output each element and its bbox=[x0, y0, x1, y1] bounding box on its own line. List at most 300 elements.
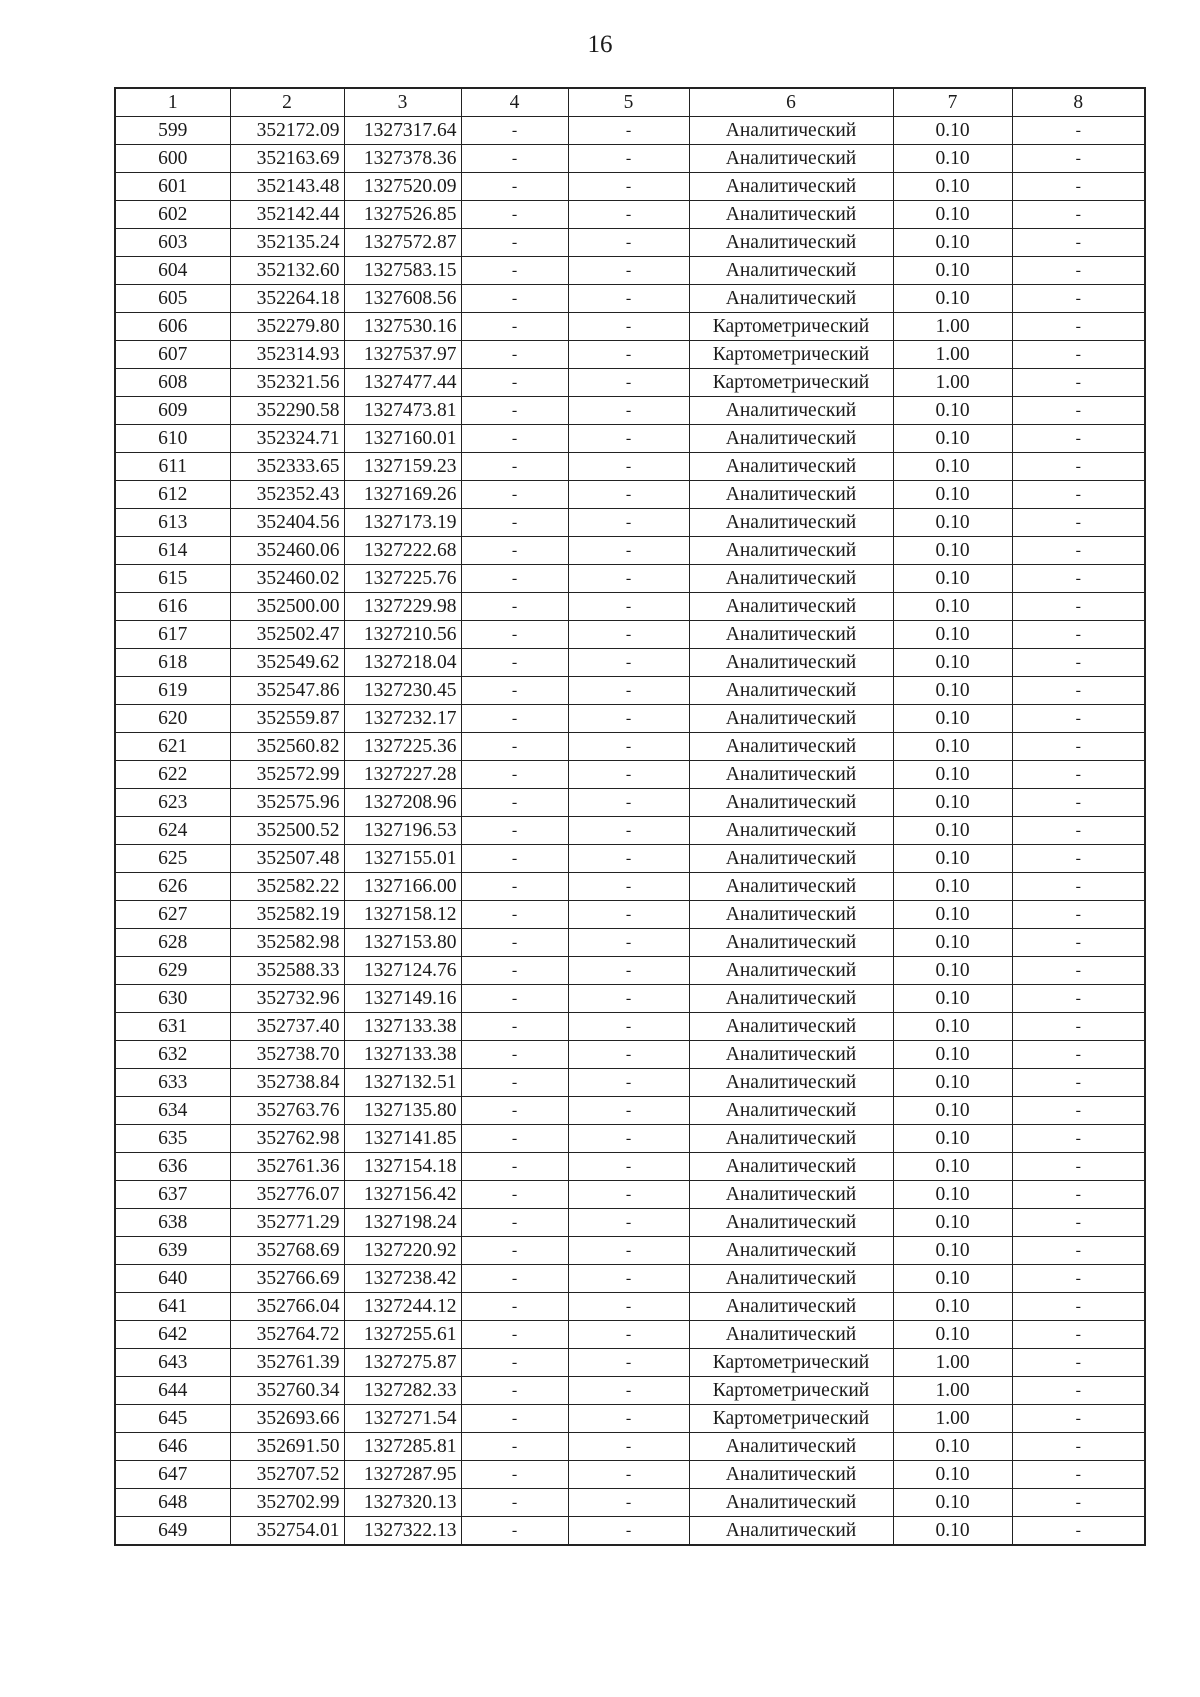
col-4-cell: - bbox=[461, 1461, 568, 1489]
point-number-cell: 631 bbox=[115, 1013, 230, 1041]
col-4-cell: - bbox=[461, 1097, 568, 1125]
col-8-cell: - bbox=[1012, 397, 1145, 425]
point-number-cell: 630 bbox=[115, 985, 230, 1013]
table-row bbox=[115, 1041, 1145, 1069]
col-5-cell: - bbox=[568, 1097, 689, 1125]
coord-y-cell: 1327526.85 bbox=[344, 201, 461, 229]
point-number-cell: 632 bbox=[115, 1041, 230, 1069]
table-body bbox=[115, 117, 1145, 1546]
point-number-cell: 622 bbox=[115, 761, 230, 789]
point-number-cell: 629 bbox=[115, 957, 230, 985]
coord-x-cell: 352143.48 bbox=[230, 173, 344, 201]
coord-x-cell: 352771.29 bbox=[230, 1209, 344, 1237]
coord-x-cell: 352460.02 bbox=[230, 565, 344, 593]
method-cell: Картометрический bbox=[689, 341, 893, 369]
col-4-cell: - bbox=[461, 1349, 568, 1377]
col-5-cell: - bbox=[568, 901, 689, 929]
coord-x-cell: 352547.86 bbox=[230, 677, 344, 705]
point-number-cell: 607 bbox=[115, 341, 230, 369]
col-5-cell: - bbox=[568, 1489, 689, 1517]
accuracy-cell: 0.10 bbox=[893, 789, 1012, 817]
coord-y-cell: 1327196.53 bbox=[344, 817, 461, 845]
table-row bbox=[115, 1293, 1145, 1321]
col-8-cell: - bbox=[1012, 173, 1145, 201]
method-cell: Аналитический bbox=[689, 621, 893, 649]
accuracy-cell: 0.10 bbox=[893, 257, 1012, 285]
coord-x-cell: 352572.99 bbox=[230, 761, 344, 789]
column-header-3: 3 bbox=[344, 88, 461, 117]
method-cell: Аналитический bbox=[689, 1461, 893, 1489]
col-5-cell: - bbox=[568, 173, 689, 201]
method-cell: Аналитический bbox=[689, 1433, 893, 1461]
col-8-cell: - bbox=[1012, 873, 1145, 901]
table-row bbox=[115, 1349, 1145, 1377]
coord-x-cell: 352707.52 bbox=[230, 1461, 344, 1489]
point-number-cell: 616 bbox=[115, 593, 230, 621]
method-cell: Аналитический bbox=[689, 1041, 893, 1069]
col-5-cell: - bbox=[568, 1405, 689, 1433]
point-number-cell: 644 bbox=[115, 1377, 230, 1405]
col-5-cell: - bbox=[568, 1041, 689, 1069]
accuracy-cell: 1.00 bbox=[893, 313, 1012, 341]
col-8-cell: - bbox=[1012, 901, 1145, 929]
column-header-8: 8 bbox=[1012, 88, 1145, 117]
method-cell: Аналитический bbox=[689, 537, 893, 565]
col-4-cell: - bbox=[461, 873, 568, 901]
accuracy-cell: 0.10 bbox=[893, 173, 1012, 201]
accuracy-cell: 0.10 bbox=[893, 593, 1012, 621]
col-8-cell: - bbox=[1012, 789, 1145, 817]
point-number-cell: 617 bbox=[115, 621, 230, 649]
col-4-cell: - bbox=[461, 1405, 568, 1433]
coord-x-cell: 352132.60 bbox=[230, 257, 344, 285]
coord-x-cell: 352754.01 bbox=[230, 1517, 344, 1546]
col-4-cell: - bbox=[461, 1265, 568, 1293]
coord-y-cell: 1327225.36 bbox=[344, 733, 461, 761]
col-8-cell: - bbox=[1012, 145, 1145, 173]
col-5-cell: - bbox=[568, 257, 689, 285]
table-row bbox=[115, 145, 1145, 173]
accuracy-cell: 0.10 bbox=[893, 985, 1012, 1013]
point-number-cell: 621 bbox=[115, 733, 230, 761]
point-number-cell: 647 bbox=[115, 1461, 230, 1489]
method-cell: Картометрический bbox=[689, 1405, 893, 1433]
method-cell: Аналитический bbox=[689, 1013, 893, 1041]
col-4-cell: - bbox=[461, 1237, 568, 1265]
accuracy-cell: 0.10 bbox=[893, 229, 1012, 257]
point-number-cell: 645 bbox=[115, 1405, 230, 1433]
table-row bbox=[115, 1097, 1145, 1125]
col-5-cell: - bbox=[568, 761, 689, 789]
table-row bbox=[115, 733, 1145, 761]
method-cell: Аналитический bbox=[689, 257, 893, 285]
coord-x-cell: 352764.72 bbox=[230, 1321, 344, 1349]
coord-y-cell: 1327537.97 bbox=[344, 341, 461, 369]
coord-x-cell: 352691.50 bbox=[230, 1433, 344, 1461]
point-number-cell: 610 bbox=[115, 425, 230, 453]
col-4-cell: - bbox=[461, 957, 568, 985]
coord-x-cell: 352588.33 bbox=[230, 957, 344, 985]
method-cell: Аналитический bbox=[689, 733, 893, 761]
coord-y-cell: 1327275.87 bbox=[344, 1349, 461, 1377]
method-cell: Аналитический bbox=[689, 1517, 893, 1546]
accuracy-cell: 0.10 bbox=[893, 397, 1012, 425]
col-8-cell: - bbox=[1012, 257, 1145, 285]
col-5-cell: - bbox=[568, 677, 689, 705]
col-5-cell: - bbox=[568, 201, 689, 229]
col-4-cell: - bbox=[461, 1125, 568, 1153]
col-8-cell: - bbox=[1012, 369, 1145, 397]
col-5-cell: - bbox=[568, 1181, 689, 1209]
coord-x-cell: 352762.98 bbox=[230, 1125, 344, 1153]
point-number-cell: 620 bbox=[115, 705, 230, 733]
col-8-cell: - bbox=[1012, 1461, 1145, 1489]
coord-y-cell: 1327208.96 bbox=[344, 789, 461, 817]
table-row bbox=[115, 257, 1145, 285]
col-4-cell: - bbox=[461, 425, 568, 453]
col-5-cell: - bbox=[568, 957, 689, 985]
method-cell: Аналитический bbox=[689, 425, 893, 453]
coord-y-cell: 1327378.36 bbox=[344, 145, 461, 173]
accuracy-cell: 0.10 bbox=[893, 705, 1012, 733]
col-5-cell: - bbox=[568, 1125, 689, 1153]
col-4-cell: - bbox=[461, 1433, 568, 1461]
col-5-cell: - bbox=[568, 481, 689, 509]
col-4-cell: - bbox=[461, 341, 568, 369]
col-8-cell: - bbox=[1012, 733, 1145, 761]
col-8-cell: - bbox=[1012, 1125, 1145, 1153]
coord-y-cell: 1327173.19 bbox=[344, 509, 461, 537]
coord-x-cell: 352738.84 bbox=[230, 1069, 344, 1097]
col-5-cell: - bbox=[568, 1209, 689, 1237]
accuracy-cell: 0.10 bbox=[893, 453, 1012, 481]
coord-x-cell: 352761.36 bbox=[230, 1153, 344, 1181]
point-number-cell: 648 bbox=[115, 1489, 230, 1517]
coord-y-cell: 1327133.38 bbox=[344, 1041, 461, 1069]
point-number-cell: 649 bbox=[115, 1517, 230, 1546]
accuracy-cell: 0.10 bbox=[893, 761, 1012, 789]
accuracy-cell: 0.10 bbox=[893, 565, 1012, 593]
coord-y-cell: 1327198.24 bbox=[344, 1209, 461, 1237]
point-number-cell: 633 bbox=[115, 1069, 230, 1097]
col-4-cell: - bbox=[461, 593, 568, 621]
col-4-cell: - bbox=[461, 789, 568, 817]
accuracy-cell: 0.10 bbox=[893, 1097, 1012, 1125]
col-4-cell: - bbox=[461, 985, 568, 1013]
col-4-cell: - bbox=[461, 1209, 568, 1237]
coord-x-cell: 352507.48 bbox=[230, 845, 344, 873]
col-5-cell: - bbox=[568, 509, 689, 537]
method-cell: Аналитический bbox=[689, 509, 893, 537]
accuracy-cell: 0.10 bbox=[893, 537, 1012, 565]
coord-x-cell: 352314.93 bbox=[230, 341, 344, 369]
point-number-cell: 641 bbox=[115, 1293, 230, 1321]
coord-y-cell: 1327287.95 bbox=[344, 1461, 461, 1489]
accuracy-cell: 0.10 bbox=[893, 1041, 1012, 1069]
coord-y-cell: 1327317.64 bbox=[344, 117, 461, 145]
accuracy-cell: 0.10 bbox=[893, 1153, 1012, 1181]
table-row bbox=[115, 425, 1145, 453]
col-5-cell: - bbox=[568, 621, 689, 649]
point-number-cell: 642 bbox=[115, 1321, 230, 1349]
col-5-cell: - bbox=[568, 1349, 689, 1377]
col-5-cell: - bbox=[568, 145, 689, 173]
table-row bbox=[115, 1265, 1145, 1293]
col-8-cell: - bbox=[1012, 1489, 1145, 1517]
table-row bbox=[115, 1237, 1145, 1265]
coord-y-cell: 1327154.18 bbox=[344, 1153, 461, 1181]
col-4-cell: - bbox=[461, 1069, 568, 1097]
coord-y-cell: 1327227.28 bbox=[344, 761, 461, 789]
col-8-cell: - bbox=[1012, 537, 1145, 565]
table-row bbox=[115, 1461, 1145, 1489]
col-5-cell: - bbox=[568, 1461, 689, 1489]
coord-x-cell: 352693.66 bbox=[230, 1405, 344, 1433]
coord-y-cell: 1327124.76 bbox=[344, 957, 461, 985]
coord-y-cell: 1327583.15 bbox=[344, 257, 461, 285]
point-number-cell: 643 bbox=[115, 1349, 230, 1377]
col-4-cell: - bbox=[461, 1181, 568, 1209]
col-5-cell: - bbox=[568, 1013, 689, 1041]
column-header-5: 5 bbox=[568, 88, 689, 117]
method-cell: Аналитический bbox=[689, 649, 893, 677]
col-8-cell: - bbox=[1012, 425, 1145, 453]
col-8-cell: - bbox=[1012, 1013, 1145, 1041]
method-cell: Аналитический bbox=[689, 1489, 893, 1517]
method-cell: Аналитический bbox=[689, 481, 893, 509]
method-cell: Аналитический bbox=[689, 1153, 893, 1181]
coord-x-cell: 352761.39 bbox=[230, 1349, 344, 1377]
method-cell: Аналитический bbox=[689, 397, 893, 425]
col-5-cell: - bbox=[568, 929, 689, 957]
table-row bbox=[115, 481, 1145, 509]
table-row bbox=[115, 929, 1145, 957]
coord-y-cell: 1327520.09 bbox=[344, 173, 461, 201]
coord-y-cell: 1327530.16 bbox=[344, 313, 461, 341]
coord-y-cell: 1327156.42 bbox=[344, 1181, 461, 1209]
table-row bbox=[115, 1069, 1145, 1097]
point-number-cell: 603 bbox=[115, 229, 230, 257]
accuracy-cell: 0.10 bbox=[893, 817, 1012, 845]
coord-x-cell: 352732.96 bbox=[230, 985, 344, 1013]
accuracy-cell: 0.10 bbox=[893, 873, 1012, 901]
accuracy-cell: 0.10 bbox=[893, 845, 1012, 873]
coord-y-cell: 1327255.61 bbox=[344, 1321, 461, 1349]
accuracy-cell: 0.10 bbox=[893, 1489, 1012, 1517]
coord-x-cell: 352135.24 bbox=[230, 229, 344, 257]
coord-y-cell: 1327160.01 bbox=[344, 425, 461, 453]
col-8-cell: - bbox=[1012, 481, 1145, 509]
col-4-cell: - bbox=[461, 397, 568, 425]
col-8-cell: - bbox=[1012, 1209, 1145, 1237]
col-4-cell: - bbox=[461, 257, 568, 285]
coord-x-cell: 352142.44 bbox=[230, 201, 344, 229]
coord-x-cell: 352404.56 bbox=[230, 509, 344, 537]
column-header-1: 1 bbox=[115, 88, 230, 117]
coord-x-cell: 352264.18 bbox=[230, 285, 344, 313]
coord-y-cell: 1327271.54 bbox=[344, 1405, 461, 1433]
method-cell: Аналитический bbox=[689, 145, 893, 173]
point-number-cell: 600 bbox=[115, 145, 230, 173]
point-number-cell: 640 bbox=[115, 1265, 230, 1293]
method-cell: Аналитический bbox=[689, 117, 893, 145]
col-8-cell: - bbox=[1012, 929, 1145, 957]
col-4-cell: - bbox=[461, 1153, 568, 1181]
coord-y-cell: 1327608.56 bbox=[344, 285, 461, 313]
col-8-cell: - bbox=[1012, 985, 1145, 1013]
point-number-cell: 619 bbox=[115, 677, 230, 705]
coord-y-cell: 1327225.76 bbox=[344, 565, 461, 593]
method-cell: Картометрический bbox=[689, 1377, 893, 1405]
coord-y-cell: 1327166.00 bbox=[344, 873, 461, 901]
col-8-cell: - bbox=[1012, 817, 1145, 845]
accuracy-cell: 0.10 bbox=[893, 201, 1012, 229]
point-number-cell: 601 bbox=[115, 173, 230, 201]
table-row bbox=[115, 1405, 1145, 1433]
col-4-cell: - bbox=[461, 285, 568, 313]
coord-x-cell: 352352.43 bbox=[230, 481, 344, 509]
accuracy-cell: 0.10 bbox=[893, 1069, 1012, 1097]
accuracy-cell: 0.10 bbox=[893, 1293, 1012, 1321]
table-header-row bbox=[115, 88, 1145, 117]
point-number-cell: 625 bbox=[115, 845, 230, 873]
coord-x-cell: 352324.71 bbox=[230, 425, 344, 453]
col-5-cell: - bbox=[568, 1069, 689, 1097]
col-8-cell: - bbox=[1012, 705, 1145, 733]
table-row bbox=[115, 1377, 1145, 1405]
coord-x-cell: 352559.87 bbox=[230, 705, 344, 733]
point-number-cell: 611 bbox=[115, 453, 230, 481]
table-row bbox=[115, 313, 1145, 341]
col-4-cell: - bbox=[461, 621, 568, 649]
coord-x-cell: 352766.69 bbox=[230, 1265, 344, 1293]
point-number-cell: 646 bbox=[115, 1433, 230, 1461]
table-row bbox=[115, 369, 1145, 397]
col-4-cell: - bbox=[461, 145, 568, 173]
col-5-cell: - bbox=[568, 425, 689, 453]
point-number-cell: 634 bbox=[115, 1097, 230, 1125]
col-5-cell: - bbox=[568, 565, 689, 593]
method-cell: Аналитический bbox=[689, 1209, 893, 1237]
point-number-cell: 613 bbox=[115, 509, 230, 537]
coord-x-cell: 352500.52 bbox=[230, 817, 344, 845]
method-cell: Аналитический bbox=[689, 929, 893, 957]
col-8-cell: - bbox=[1012, 1097, 1145, 1125]
column-header-4: 4 bbox=[461, 88, 568, 117]
col-4-cell: - bbox=[461, 929, 568, 957]
col-5-cell: - bbox=[568, 453, 689, 481]
coord-x-cell: 352163.69 bbox=[230, 145, 344, 173]
accuracy-cell: 0.10 bbox=[893, 425, 1012, 453]
col-5-cell: - bbox=[568, 369, 689, 397]
coord-x-cell: 352582.22 bbox=[230, 873, 344, 901]
col-5-cell: - bbox=[568, 817, 689, 845]
col-4-cell: - bbox=[461, 509, 568, 537]
point-number-cell: 638 bbox=[115, 1209, 230, 1237]
col-5-cell: - bbox=[568, 1377, 689, 1405]
coord-x-cell: 352321.56 bbox=[230, 369, 344, 397]
accuracy-cell: 0.10 bbox=[893, 621, 1012, 649]
col-4-cell: - bbox=[461, 649, 568, 677]
coord-y-cell: 1327220.92 bbox=[344, 1237, 461, 1265]
accuracy-cell: 0.10 bbox=[893, 1125, 1012, 1153]
point-number-cell: 609 bbox=[115, 397, 230, 425]
table-row bbox=[115, 285, 1145, 313]
coord-y-cell: 1327158.12 bbox=[344, 901, 461, 929]
col-5-cell: - bbox=[568, 845, 689, 873]
point-number-cell: 626 bbox=[115, 873, 230, 901]
col-4-cell: - bbox=[461, 677, 568, 705]
col-4-cell: - bbox=[461, 817, 568, 845]
accuracy-cell: 0.10 bbox=[893, 481, 1012, 509]
col-4-cell: - bbox=[461, 537, 568, 565]
point-number-cell: 604 bbox=[115, 257, 230, 285]
col-8-cell: - bbox=[1012, 117, 1145, 145]
table-row bbox=[115, 1489, 1145, 1517]
col-8-cell: - bbox=[1012, 1433, 1145, 1461]
col-4-cell: - bbox=[461, 705, 568, 733]
coord-y-cell: 1327285.81 bbox=[344, 1433, 461, 1461]
col-5-cell: - bbox=[568, 873, 689, 901]
coord-x-cell: 352172.09 bbox=[230, 117, 344, 145]
col-8-cell: - bbox=[1012, 1265, 1145, 1293]
col-5-cell: - bbox=[568, 789, 689, 817]
col-8-cell: - bbox=[1012, 957, 1145, 985]
col-4-cell: - bbox=[461, 117, 568, 145]
coord-x-cell: 352279.80 bbox=[230, 313, 344, 341]
coord-y-cell: 1327572.87 bbox=[344, 229, 461, 257]
table-row bbox=[115, 593, 1145, 621]
col-8-cell: - bbox=[1012, 1069, 1145, 1097]
col-8-cell: - bbox=[1012, 453, 1145, 481]
accuracy-cell: 0.10 bbox=[893, 957, 1012, 985]
accuracy-cell: 0.10 bbox=[893, 1013, 1012, 1041]
table-row bbox=[115, 1321, 1145, 1349]
coord-y-cell: 1327149.16 bbox=[344, 985, 461, 1013]
table-row bbox=[115, 873, 1145, 901]
point-number-cell: 636 bbox=[115, 1153, 230, 1181]
page-number: 16 bbox=[587, 31, 613, 58]
col-5-cell: - bbox=[568, 593, 689, 621]
col-4-cell: - bbox=[461, 761, 568, 789]
col-8-cell: - bbox=[1012, 761, 1145, 789]
accuracy-cell: 1.00 bbox=[893, 341, 1012, 369]
col-8-cell: - bbox=[1012, 509, 1145, 537]
accuracy-cell: 0.10 bbox=[893, 509, 1012, 537]
col-8-cell: - bbox=[1012, 1181, 1145, 1209]
accuracy-cell: 0.10 bbox=[893, 117, 1012, 145]
col-5-cell: - bbox=[568, 1237, 689, 1265]
accuracy-cell: 0.10 bbox=[893, 145, 1012, 173]
coord-y-cell: 1327169.26 bbox=[344, 481, 461, 509]
coord-y-cell: 1327135.80 bbox=[344, 1097, 461, 1125]
col-4-cell: - bbox=[461, 1377, 568, 1405]
method-cell: Аналитический bbox=[689, 873, 893, 901]
col-5-cell: - bbox=[568, 1321, 689, 1349]
col-8-cell: - bbox=[1012, 341, 1145, 369]
column-header-6: 6 bbox=[689, 88, 893, 117]
method-cell: Аналитический bbox=[689, 705, 893, 733]
coord-x-cell: 352500.00 bbox=[230, 593, 344, 621]
coord-x-cell: 352582.98 bbox=[230, 929, 344, 957]
col-5-cell: - bbox=[568, 313, 689, 341]
method-cell: Аналитический bbox=[689, 229, 893, 257]
point-number-cell: 606 bbox=[115, 313, 230, 341]
col-4-cell: - bbox=[461, 369, 568, 397]
point-number-cell: 628 bbox=[115, 929, 230, 957]
point-number-cell: 612 bbox=[115, 481, 230, 509]
col-5-cell: - bbox=[568, 341, 689, 369]
